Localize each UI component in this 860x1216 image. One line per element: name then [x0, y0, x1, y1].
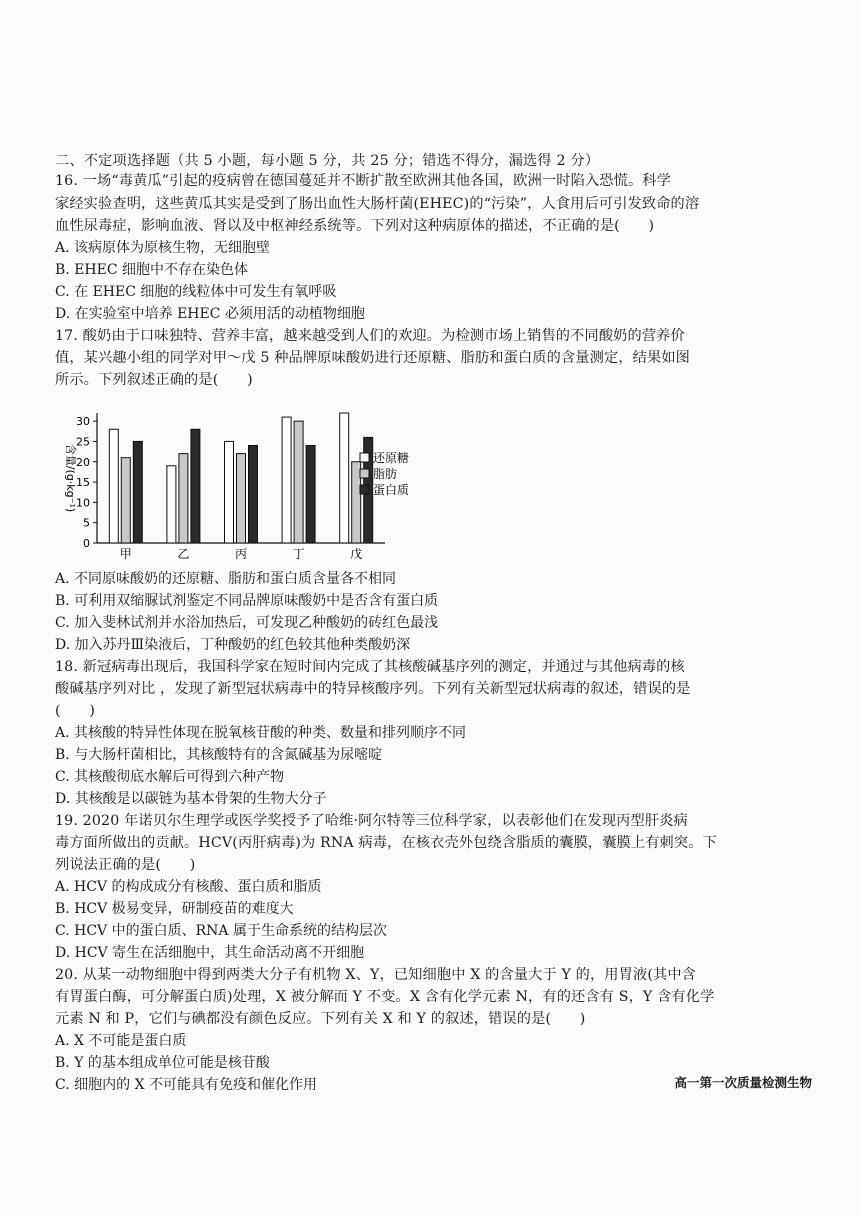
q20-option-c: C. 细胞内的 X 不可能具有免疫和催化作用: [55, 1077, 317, 1093]
bar-protein: [306, 446, 315, 544]
bar-fat: [352, 462, 361, 543]
q19-stem-line: 毒方面所做出的贡献。HCV(丙肝病毒)为 RNA 病毒，在核衣壳外包绕含脂质的囊膜，囊膜上有刺突。下: [55, 835, 717, 851]
x-tick-label: 甲: [119, 547, 132, 561]
y-axis-label: 含量/(g·kg⁻¹): [64, 443, 77, 513]
q20-stem-line: 有胃蛋白酶，可分解蛋白质)处理，X 被分解而 Y 不变。X 含有化学元素 N，有的还含有 S，Y 含有化学: [55, 989, 715, 1005]
x-tick-label: 戊: [350, 547, 363, 561]
q19-option-b: B. HCV 极易变异，研制疫苗的难度大: [55, 901, 294, 917]
y-tick-label: 15: [76, 476, 90, 490]
x-tick-label: 丁: [292, 547, 305, 561]
q18-stem-line: 18. 新冠病毒出现后，我国科学家在短时间内完成了其核酸碱基序列的测定，并通过与其他病毒的核: [55, 659, 685, 675]
q19-stem-line: 列说法正确的是( ): [55, 857, 196, 873]
page-footer: 高一第一次质量检测生物: [674, 1075, 812, 1090]
q16-option-d: D. 在实验室中培养 EHEC 必须用活的动植物细胞: [55, 306, 365, 322]
q17-option-b: B. 可利用双缩脲试剂鉴定不同品牌原味酸奶中是否含有蛋白质: [55, 593, 439, 609]
legend-label: 蛋白质: [373, 483, 410, 497]
legend-label: 脂肪: [373, 467, 398, 481]
q16-stem-line: 16. 一场“毒黄瓜”引起的疫病曾在德国蔓延并不断扩散至欧洲其他各国，欧洲一时陷入恐慌。科学: [55, 173, 671, 189]
bar-reducing-sugar: [109, 429, 118, 543]
q19-option-d: D. HCV 寄生在活细胞中，其生命活动离不开细胞: [55, 945, 365, 961]
q17-option-a: A. 不同原味酸奶的还原糖、脂肪和蛋白质含量各不相同: [55, 571, 397, 587]
bar-reducing-sugar: [282, 417, 291, 543]
legend-swatch: [360, 469, 369, 478]
q19-option-c: C. HCV 中的蛋白质、RNA 属于生命系统的结构层次: [55, 923, 387, 939]
x-tick-label: 乙: [177, 547, 190, 561]
q16-option-b: B. EHEC 细胞中不存在染色体: [55, 262, 248, 278]
bar-reducing-sugar: [225, 441, 234, 543]
q19-option-a: A. HCV 的构成成分有核酸、蛋白质和脂质: [55, 879, 322, 895]
bar-chart-svg: [55, 400, 475, 575]
bar-protein: [133, 441, 142, 543]
q17-option-c: C. 加入斐林试剂并水浴加热后，可发现乙种酸奶的砖红色最浅: [55, 615, 439, 631]
bar-fat: [294, 421, 303, 543]
q17-stem-line: 值，某兴趣小组的同学对甲～戊 5 种品牌原味酸奶进行还原糖、脂肪和蛋白质的含量测定，结果如图: [55, 350, 691, 366]
q18-option-b: B. 与大肠杆菌相比，其核酸特有的含氮碱基为尿嘧啶: [55, 747, 383, 763]
legend-swatch: [360, 485, 369, 494]
bar-reducing-sugar: [167, 466, 176, 543]
q17-stem-line: 17. 酸奶由于口味独特、营养丰富，越来越受到人们的欢迎。为检测市场上销售的不同酸奶的营养价: [55, 328, 685, 344]
q18-stem-line: ( ): [55, 703, 96, 719]
y-tick-label: 30: [76, 415, 90, 429]
q20-stem-line: 元素 N 和 P，它们与碘都没有颜色反应。下列有关 X 和 Y 的叙述，错误的是( ): [55, 1011, 586, 1027]
y-tick-label: 5: [83, 516, 90, 530]
q16-stem-line: 血性尿毒症，影响血液、肾以及中枢神经系统等。下列对这种病原体的描述，不正确的是( ): [55, 218, 655, 234]
y-tick-label: 25: [76, 435, 90, 449]
y-tick-label: 0: [83, 537, 90, 550]
y-tick-label: 10: [76, 496, 90, 510]
bar-fat: [237, 454, 246, 543]
bar-reducing-sugar: [340, 413, 349, 543]
q18-option-c: C. 其核酸彻底水解后可得到六种产物: [55, 769, 285, 785]
q18-option-a: A. 其核酸的特异性体现在脱氧核苷酸的种类、数量和排列顺序不同: [55, 725, 467, 741]
q16-option-a: A. 该病原体为原核生物，无细胞壁: [55, 240, 271, 256]
bar-protein: [191, 429, 200, 543]
q20-option-b: B. Y 的基本组成单位可能是核苷酸: [55, 1055, 270, 1071]
q20-stem-line: 20. 从某一动物细胞中得到两类大分子有机物 X、Y，已知细胞中 X 的含量大于 Y 的，用胃液(其中含: [55, 967, 697, 983]
q17-stem-line: 所示。下列叙述正确的是( ): [55, 372, 253, 388]
q20-option-a: A. X 不可能是蛋白质: [55, 1033, 187, 1049]
bar-fat: [179, 454, 188, 543]
legend-label: 还原糖: [373, 451, 410, 465]
bar-fat: [121, 458, 130, 543]
q16-stem-line: 家经实验查明，这些黄瓜其实是受到了肠出血性大肠杆菌(EHEC)的“污染”，人食用后可引发致命的溶: [55, 196, 700, 212]
nutrient-bar-chart: [55, 400, 475, 575]
q18-stem-line: 酸碱基序列对比 ，发现了新型冠状病毒中的特异核酸序列。下列有关新型冠状病毒的叙述，错误的是: [55, 681, 691, 697]
bar-protein: [249, 446, 258, 544]
q17-option-d: D. 加入苏丹Ⅲ染液后，丁种酸奶的红色较其他种类酸奶深: [55, 637, 411, 653]
section-title: 二、不定项选择题（共 5 小题，每小题 5 分，共 25 分；错选不得分，漏选得 2 分）: [55, 153, 600, 169]
q16-option-c: C. 在 EHEC 细胞的线粒体中可发生有氧呼吸: [55, 284, 337, 300]
q18-option-d: D. 其核酸是以碳链为基本骨架的生物大分子: [55, 791, 327, 807]
legend-swatch: [360, 453, 369, 462]
y-tick-label: 20: [76, 455, 90, 469]
x-tick-label: 丙: [234, 547, 248, 561]
q19-stem-line: 19. 2020 年诺贝尔生理学或医学奖授予了哈维·阿尔特等三位科学家，以表彰他们在发现丙型肝炎病: [55, 813, 688, 829]
